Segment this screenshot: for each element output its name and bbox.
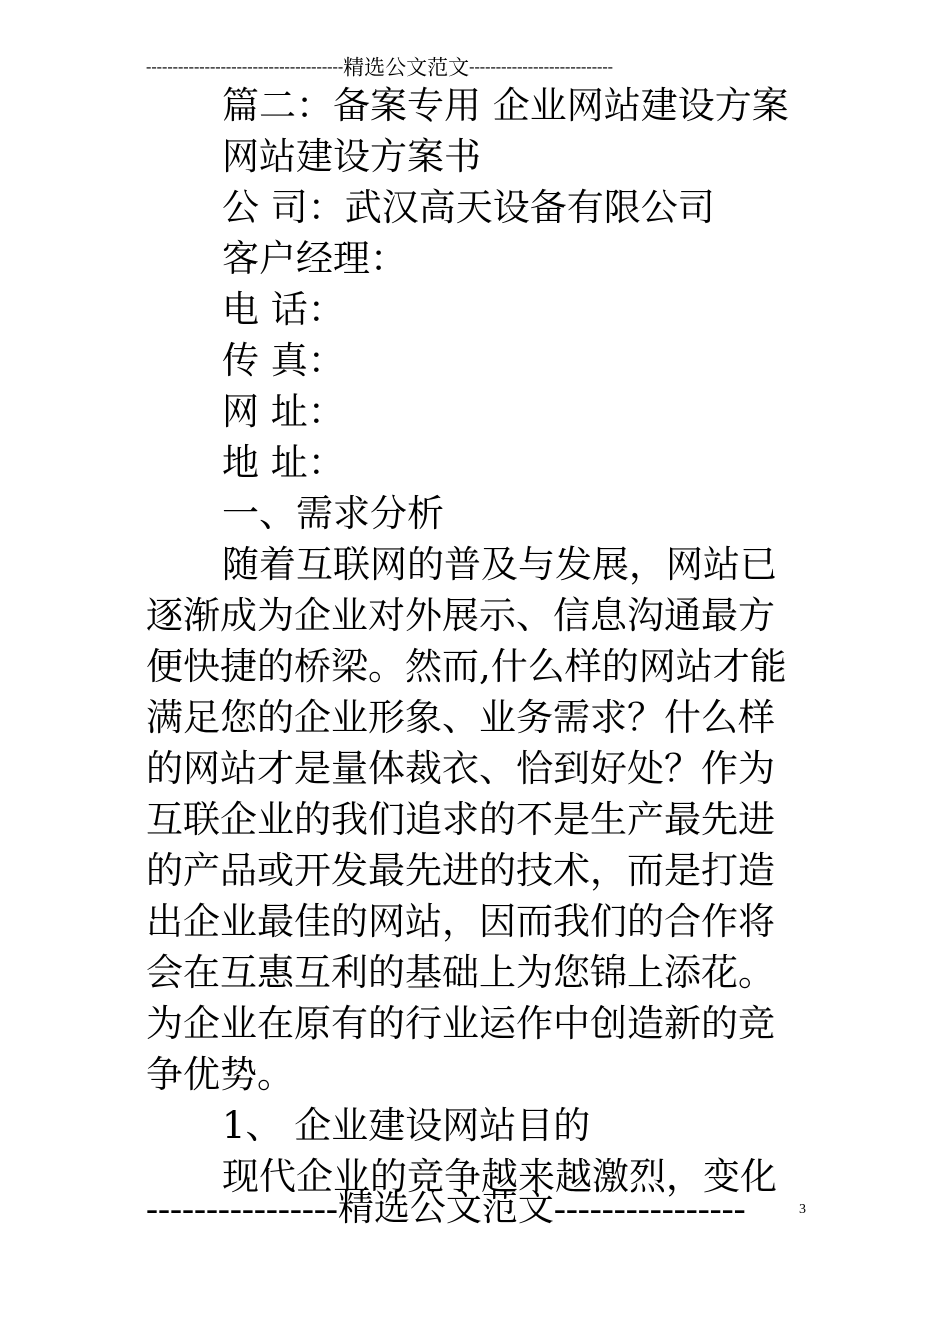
subheading-purpose: 1、 企业建设网站目的 (222, 1104, 591, 1147)
paragraph-line: 的产品或开发最先进的技术，而是打造 (146, 849, 775, 892)
paragraph-line: 会在互惠互利的基础上为您锦上添花。 (146, 951, 775, 994)
page-number: 3 (799, 1202, 806, 1217)
header-dashes-left: ------------------------------------- (146, 58, 344, 76)
footer-title: 精选公文范文 (337, 1188, 554, 1229)
manager-field: 客户经理： (222, 237, 407, 280)
paragraph-line: 出企业最佳的网站，因而我们的合作将 (146, 900, 775, 943)
header-dashes-right: --------------------------- (469, 58, 613, 76)
heading-requirements: 一、需求分析 (222, 492, 444, 535)
page-header (146, 52, 798, 80)
paragraph-line: 便快捷的桥梁。然而,什么样的网站才能 (146, 645, 787, 688)
address-field: 地 址： (222, 441, 345, 484)
document-body (146, 80, 816, 1202)
paragraph-line: 互联企业的我们追求的不是生产最先进 (146, 798, 775, 841)
page-footer (146, 1185, 786, 1231)
company-field: 公 司：武汉高天设备有限公司 (222, 186, 715, 229)
paragraph-line: 的网站才是量体裁衣、恰到好处？作为 (146, 747, 775, 790)
header-title: 精选公文范文 (343, 55, 470, 80)
doc-title: 网站建设方案书 (222, 135, 481, 178)
website-field: 网 址： (222, 390, 345, 433)
paragraph-line: 为企业在原有的行业运作中创造新的竞 (146, 1002, 775, 1045)
phone-field: 电 话： (222, 288, 345, 331)
paragraph-line: 满足您的企业形象、业务需求？什么样 (146, 696, 775, 739)
footer-dashes-left: ---------------- (146, 1188, 338, 1228)
paragraph-line: 现代企业的竞争越来越激烈，变化 (222, 1155, 777, 1198)
paragraph-line: 逐渐成为企业对外展示、信息沟通最方 (146, 594, 775, 637)
fax-field: 传 真： (222, 339, 345, 382)
paragraph-line: 争优势。 (146, 1053, 294, 1096)
section-title: 篇二：备案专用 企业网站建设方案 (222, 84, 789, 127)
footer-dashes-right: ---------------- (553, 1188, 746, 1228)
paragraph-line: 随着互联网的普及与发展，网站已 (222, 543, 777, 586)
